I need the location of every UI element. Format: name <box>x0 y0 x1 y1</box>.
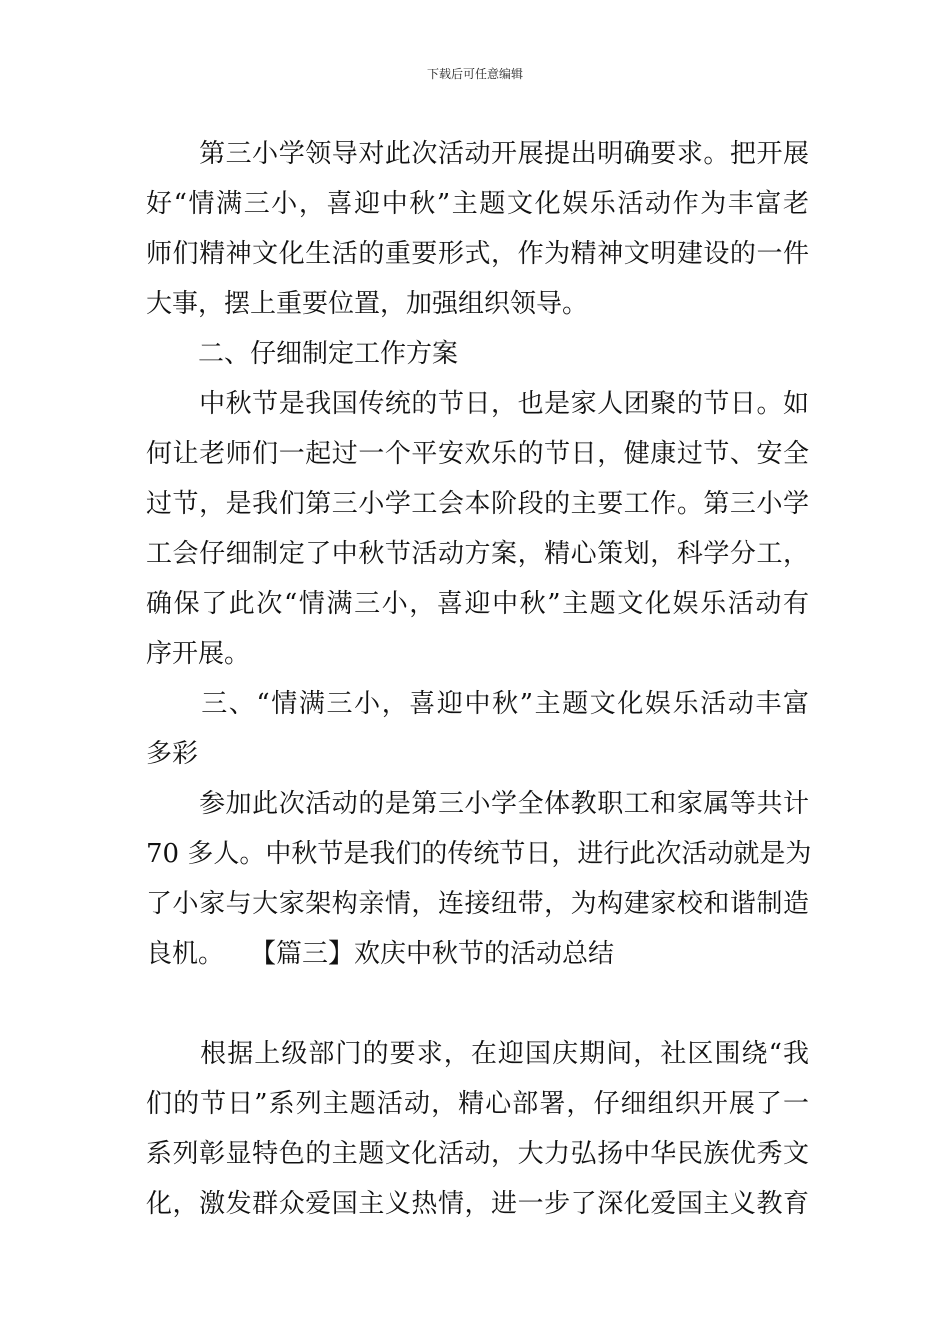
paragraph-line: 工会仔细制定了中秋节活动方案，精心策划，科学分工， <box>146 539 809 569</box>
paragraph-line: 们的节日”系列主题活动，精心部署，仔细组织开展了一 <box>146 1089 809 1119</box>
paragraph-line: 师们精神文化生活的重要形式，作为精神文明建设的一件 <box>146 239 809 269</box>
section-heading: 多彩 <box>146 739 199 769</box>
page-header-note: 下载后可任意编辑 <box>426 67 523 81</box>
paragraph-line: 第三小学领导对此次活动开展提出明确要求。把开展 <box>146 139 809 169</box>
paragraph-line-with-title: 良机。 【篇三】欢庆中秋节的活动总结 <box>146 939 615 969</box>
paragraph-line: 确保了此次“情满三小，喜迎中秋”主题文化娱乐活动有 <box>146 589 809 619</box>
paragraph-line: 好“情满三小，喜迎中秋”主题文化娱乐活动作为丰富老 <box>146 189 809 219</box>
section-heading: 三、“情满三小，喜迎中秋”主题文化娱乐活动丰富 <box>146 689 809 719</box>
paragraph-line: 了小家与大家架构亲情，连接纽带，为构建家校和谐制造 <box>146 889 809 919</box>
paragraph-line: 中秋节是我国传统的节日，也是家人团聚的节日。如 <box>146 389 809 419</box>
paragraph-line: 大事，摆上重要位置，加强组织领导。 <box>146 289 589 319</box>
paragraph-line: 70 多人。中秋节是我们的传统节日，进行此次活动就是为 <box>146 839 812 869</box>
paragraph-line: 参加此次活动的是第三小学全体教职工和家属等共计 <box>146 789 809 819</box>
section-heading: 二、仔细制定工作方案 <box>146 339 459 369</box>
paragraph-line: 根据上级部门的要求，在迎国庆期间，社区围绕“我 <box>146 1039 809 1069</box>
document-body <box>146 129 812 1229</box>
paragraph-line: 化，激发群众爱国主义热情，进一步了深化爱国主义教育 <box>146 1189 809 1219</box>
paragraph-line: 过节，是我们第三小学工会本阶段的主要工作。第三小学 <box>146 489 809 519</box>
blank-line <box>146 979 809 1029</box>
paragraph-line: 何让老师们一起过一个平安欢乐的节日，健康过节、安全 <box>146 439 809 469</box>
paragraph-line: 序开展。 <box>146 639 251 669</box>
paragraph-line: 系列彰显特色的主题文化活动，大力弘扬中华民族优秀文 <box>146 1139 809 1169</box>
